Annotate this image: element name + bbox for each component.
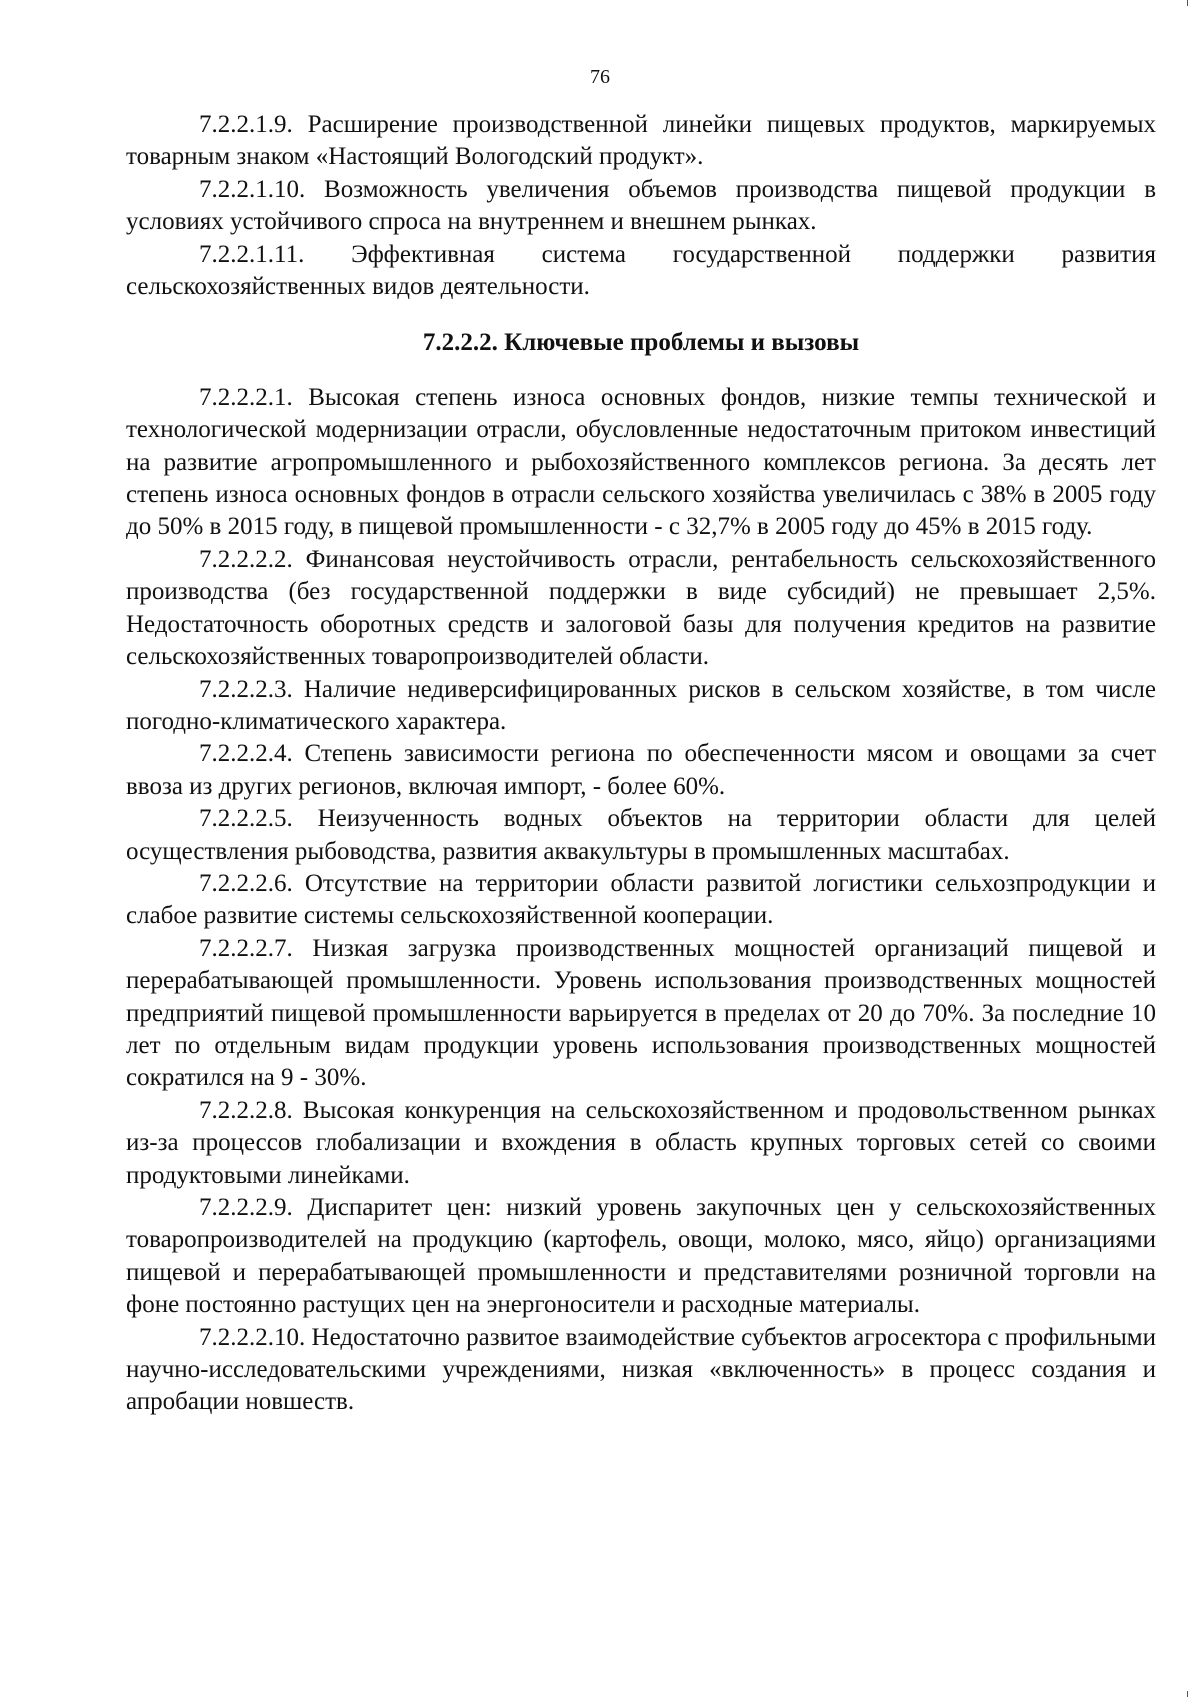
paragraph-7-2-2-2-9: 7.2.2.2.9. Диспаритет цен: низкий уровень закупочных цен у сельскохозяйственных товаропроизводителей на продукцию (картофель, овощи, молоко, мясо, яйцо) организациями пищевой и перерабатывающей промышленности и представителями розничной торговли на фоне постоянно растущих цен на энергоносители и расходные материалы. xyxy=(126,1194,1156,1319)
scan-edge-mark-bottom xyxy=(1187,1691,1188,1697)
paragraph-7-2-2-1-11: 7.2.2.1.11. Эффективная система государственной поддержки развития сельскохозяйственных видов деятельности. xyxy=(126,240,1156,301)
paragraph-7-2-2-2-2: 7.2.2.2.2. Финансовая неустойчивость отрасли, рентабельность сельскохозяйственного производства (без государственной поддержки в виде субсидий) не превышает 2,5%. Недостаточность оборотных средств и залоговой базы для получения кредитов на развитие сельскохозяйственных товаропроизводителей области. xyxy=(126,545,1156,671)
paragraph-7-2-2-2-1: 7.2.2.2.1. Высокая степень износа основных фондов, низкие темпы технической и технологической модернизации отрасли, обусловленные недостаточным притоком инвестиций на развитие агропромышленного и рыбохозяйственного комплексов региона. За десять лет степень износа основных фондов в отрасли сельского хозяйства увеличилась с 38% в 2005 году до 50% в 2015 году, в пищевой промышленности - с 32,7% в 2005 году до 45% в 2015 году. xyxy=(126,383,1156,541)
paragraph-7-2-2-2-7: 7.2.2.2.7. Низкая загрузка производственных мощностей организаций пищевой и перерабатывающей промышленности. Уровень использования производственных мощностей предприятий пищевой промышленности варьируется в пределах от 20 до 70%. За последние 10 лет по отдельным видам продукции уровень использования производственных мощностей сократился на 9 - 30%. xyxy=(126,934,1156,1092)
paragraph-7-2-2-2-4: 7.2.2.2.4. Степень зависимости региона по обеспеченности мясом и овощами за счет ввоза из других регионов, включая импорт, - более 60%. xyxy=(126,740,1156,800)
section-heading: 7.2.2.2. Ключевые проблемы и вызовы xyxy=(422,329,860,357)
paragraph-7-2-2-1-9: 7.2.2.1.9. Расширение производственной линейки пищевых продуктов, маркируемых товарным знаком «Настоящий Вологодский продукт». xyxy=(126,111,1156,171)
page-number: 76 xyxy=(590,66,610,88)
paragraph-7-2-2-2-5: 7.2.2.2.5. Неизученность водных объектов на территории области для целей осуществления рыбоводства, развития аквакультуры в промышленных масштабах. xyxy=(126,805,1156,865)
document-body xyxy=(126,109,1156,1419)
paragraph-7-2-2-2-10: 7.2.2.2.10. Недостаточно развитое взаимодействие субъектов агросектора с профильными научно-исследовательскими учреждениями, низкая «включенность» в процесс создания и апробации новшеств. xyxy=(126,1323,1156,1416)
paragraph-7-2-2-2-3: 7.2.2.2.3. Наличие недиверсифицированных рисков в сельском хозяйстве, в том числе погодно-климатического характера. xyxy=(126,675,1156,735)
paragraph-7-2-2-2-8: 7.2.2.2.8. Высокая конкуренция на сельскохозяйственном и продовольственном рынках из-за процессов глобализации и вхождения в область крупных торговых сетей со своими продуктовыми линейками. xyxy=(126,1096,1156,1189)
paragraph-7-2-2-2-6: 7.2.2.2.6. Отсутствие на территории области развитой логистики сельхозпродукции и слабое развитие системы сельскохозяйственной кооперации. xyxy=(126,869,1156,930)
paragraph-7-2-2-1-10: 7.2.2.1.10. Возможность увеличения объемов производства пищевой продукции в условиях устойчивого спроса на внутреннем и внешнем рынках. xyxy=(126,175,1156,236)
scan-edge-mark-top xyxy=(1187,0,1188,6)
